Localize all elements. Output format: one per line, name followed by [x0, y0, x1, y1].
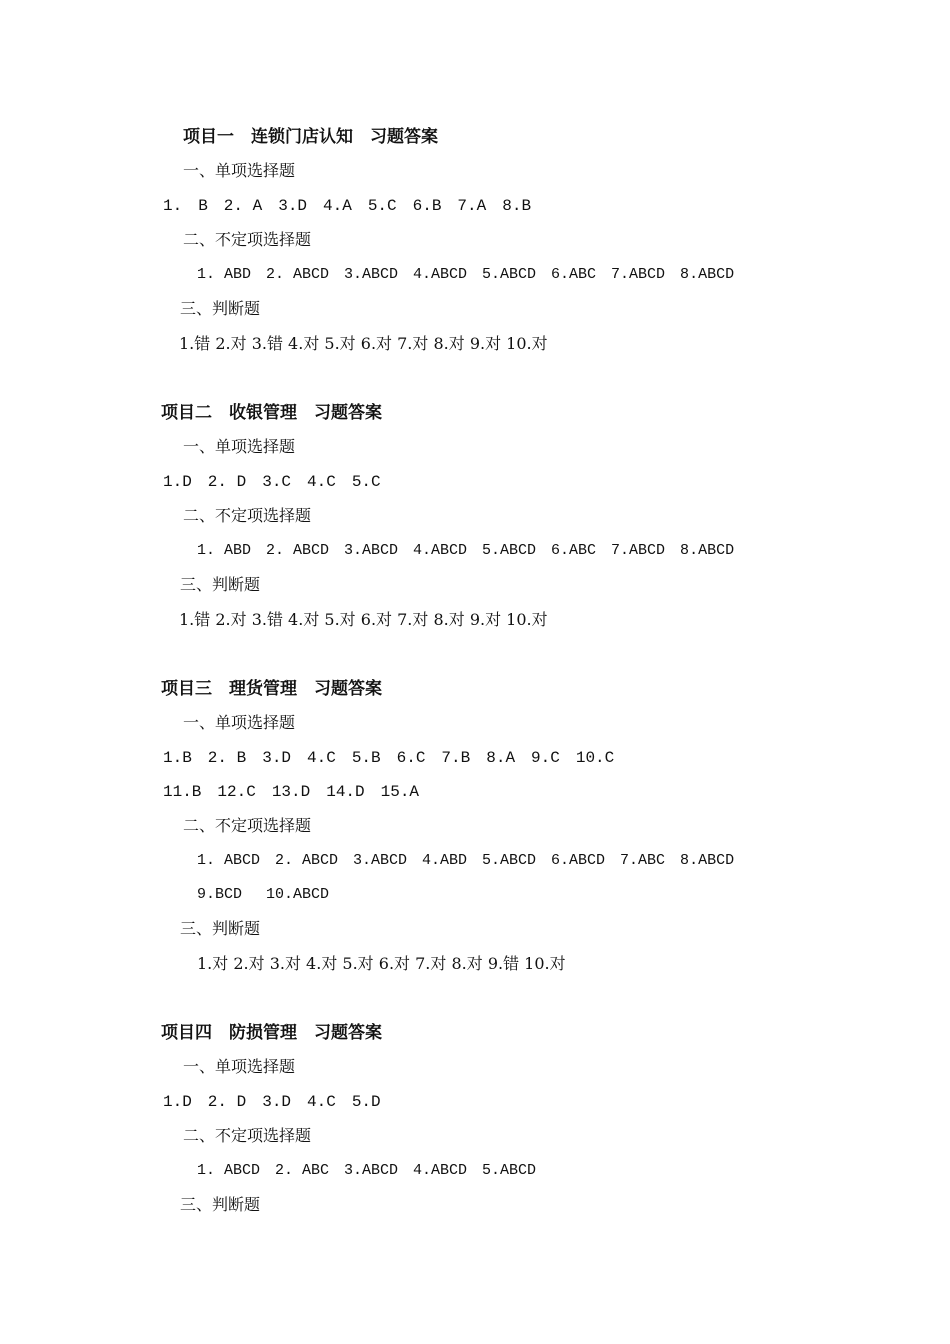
multi-choice-label: 二、不定项选择题: [183, 506, 312, 525]
judge-answers: 1.错 2.对 3.错 4.对 5.对 6.对 7.对 8.对 9.对 10.对: [179, 610, 548, 629]
single-choice-answers: 1.D 2. D 3.D 4.C 5.D: [163, 1093, 381, 1111]
single-choice-label: 一、单项选择题: [183, 1057, 296, 1076]
judge-answers: 1.对 2.对 3.对 4.对 5.对 6.对 7.对 8.对 9.错 10.对: [197, 954, 566, 973]
section-title: 项目四 防损管理 习题答案: [161, 1023, 382, 1043]
multi-choice-label: 二、不定项选择题: [183, 230, 312, 249]
section-title: 项目三 理货管理 习题答案: [161, 679, 382, 699]
judge-answers: 1.错 2.对 3.错 4.对 5.对 6.对 7.对 8.对 9.对 10.对: [179, 334, 548, 353]
judge-label: 三、判断题: [180, 1195, 261, 1214]
multi-choice-answers: 9.BCD 10.ABCD: [197, 886, 330, 903]
multi-choice-label: 二、不定项选择题: [183, 816, 312, 835]
judge-label: 三、判断题: [180, 919, 261, 938]
section-title: 项目一 连锁门店认知 习题答案: [183, 127, 438, 147]
multi-choice-answers: 1. ABD 2. ABCD 3.ABCD 4.ABCD 5.ABCD 6.ABC 7.ABCD 8.ABCD: [197, 266, 735, 283]
multi-choice-answers: 1. ABCD 2. ABC 3.ABCD 4.ABCD 5.ABCD: [197, 1162, 537, 1179]
single-choice-label: 一、单项选择题: [183, 437, 296, 456]
single-choice-answers: 1. B 2. A 3.D 4.A 5.C 6.B 7.A 8.B: [163, 197, 532, 215]
single-choice-answers: 11.B 12.C 13.D 14.D 15.A: [163, 783, 420, 801]
judge-label: 三、判断题: [180, 575, 261, 594]
single-choice-answers: 1.B 2. B 3.D 4.C 5.B 6.C 7.B 8.A 9.C 10.C: [163, 749, 615, 767]
single-choice-label: 一、单项选择题: [183, 161, 296, 180]
multi-choice-answers: 1. ABCD 2. ABCD 3.ABCD 4.ABD 5.ABCD 6.ABCD 7.ABC 8.ABCD: [197, 852, 735, 869]
single-choice-label: 一、单项选择题: [183, 713, 296, 732]
single-choice-answers: 1.D 2. D 3.C 4.C 5.C: [163, 473, 381, 491]
multi-choice-answers: 1. ABD 2. ABCD 3.ABCD 4.ABCD 5.ABCD 6.ABC 7.ABCD 8.ABCD: [197, 542, 735, 559]
judge-label: 三、判断题: [180, 299, 261, 318]
multi-choice-label: 二、不定项选择题: [183, 1126, 312, 1145]
section-title: 项目二 收银管理 习题答案: [161, 403, 382, 423]
